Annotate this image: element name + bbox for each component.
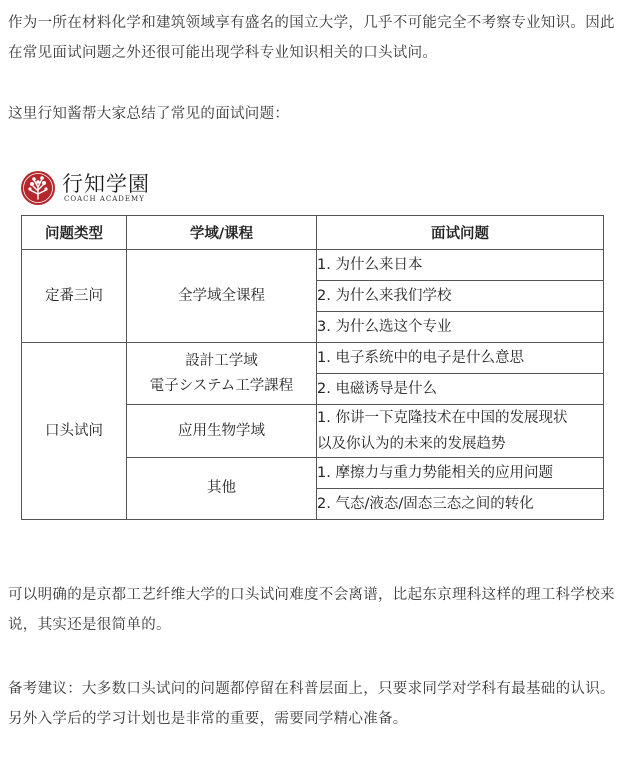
header-interview-question: 面试问题 <box>317 216 604 250</box>
field-course-cell <box>127 458 317 520</box>
table-row <box>22 343 604 374</box>
interview-question-line: 2. 电磁诱导是什么 <box>317 381 437 397</box>
interview-questions-table <box>21 215 604 520</box>
header-field-course: 学域/课程 <box>127 216 317 250</box>
interview-question-line: 3. 为什么选这个专业 <box>317 319 452 335</box>
logo-subtitle: COACH ACADEMY <box>64 194 145 203</box>
summary-intro-paragraph: 这里行知酱帮大家总结了常见的面试问题： <box>8 106 290 122</box>
question-type-cell: 定番三问 <box>22 250 127 343</box>
interview-question-line: 2. 气态/液态/固态三态之间的转化 <box>317 496 534 512</box>
interview-question-cell <box>317 374 604 405</box>
interview-question-line: 1. 你讲一下克隆技术在中国的发展现状 <box>317 410 568 426</box>
logo-name: 行知学園 <box>62 171 150 196</box>
field-course-cell <box>127 343 317 405</box>
question-type-cell: 口头试问 <box>22 343 127 520</box>
table-header-row <box>22 216 604 250</box>
interview-question-line: 以及你认为的未来的发展趋势 <box>317 436 506 452</box>
interview-question-line: 1. 电子系统中的电子是什么意思 <box>317 350 524 366</box>
interview-question-cell <box>317 405 604 458</box>
field-course-cell <box>127 405 317 458</box>
field-course-line: 電子システム工学課程 <box>149 377 294 394</box>
header-question-type: 问题类型 <box>22 216 127 250</box>
interview-question-cell <box>317 343 604 374</box>
advice-paragraph: 备考建议：大多数口头试问的问题都停留在科普层面上，只要求同学对学科有最基础的认识。另外入学后的学习计划也是非常的重要，需要同学精心准备。 <box>8 681 615 727</box>
tree-seal-icon <box>20 170 56 206</box>
field-course-line: 設計工学域 <box>185 352 258 369</box>
table-row <box>22 250 604 281</box>
field-course-line: 全学域全课程 <box>178 287 265 304</box>
field-course-cell <box>127 250 317 343</box>
field-course-line: 其他 <box>207 480 236 496</box>
intro-paragraph: 作为一所在材料化学和建筑领域享有盛名的国立大学，几乎不可能完全不考察专业知识。因此在常见面试问题之外还很可能出现学科专业知识相关的口头试问。 <box>8 15 615 61</box>
interview-question-line: 1. 为什么来日本 <box>317 257 423 273</box>
interview-question-cell <box>317 458 604 489</box>
field-course-line: 应用生物学域 <box>178 422 265 439</box>
interview-question-line: 2. 为什么来我们学校 <box>317 288 452 304</box>
interview-question-cell <box>317 250 604 281</box>
interview-question-cell <box>317 281 604 312</box>
interview-question-cell <box>317 489 604 520</box>
coach-academy-logo <box>20 170 150 206</box>
interview-question-line: 1. 摩擦力与重力势能相关的应用问题 <box>317 465 553 481</box>
interview-question-cell <box>317 312 604 343</box>
conclusion-paragraph: 可以明确的是京都工艺纤维大学的口头试问难度不会离谱，比起东京理科这样的理工科学校来说，其实还是很简单的。 <box>8 587 615 633</box>
